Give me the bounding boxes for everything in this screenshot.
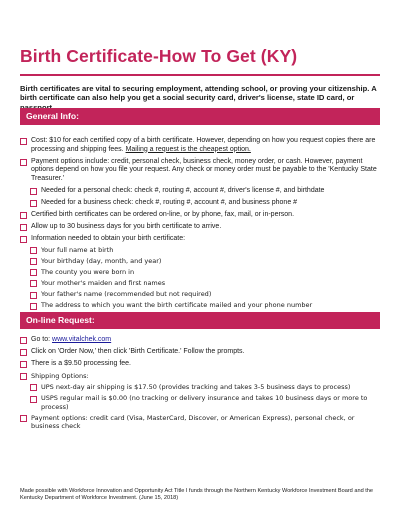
- general-info-list: [20, 137, 380, 312]
- list-item: Your mother's maiden and first names: [20, 279, 380, 288]
- checkbox-icon[interactable]: [20, 415, 27, 422]
- checkbox-icon[interactable]: [30, 200, 37, 207]
- list-item-fee: [20, 360, 380, 369]
- list-item: The county you were born in: [20, 268, 380, 277]
- checkbox-icon[interactable]: [30, 188, 37, 195]
- list-item: Your birthday (day, month, and year): [20, 257, 380, 266]
- checkbox-icon[interactable]: [20, 159, 27, 166]
- checkbox-icon[interactable]: [30, 303, 37, 310]
- list-item-shipping: [20, 372, 380, 381]
- checkbox-icon[interactable]: [20, 361, 27, 368]
- checkbox-icon[interactable]: [20, 373, 27, 380]
- checkbox-icon[interactable]: [30, 384, 37, 391]
- list-item-click: [20, 348, 380, 357]
- footer-note: Made possible with Workforce Innovation and Opportunity Act Title I funds through the Northern Kentucky Workforce Investment Board and the Kentucky Department of Workforce Investment. (June 15, 2018): [20, 488, 374, 502]
- checkbox-icon[interactable]: [30, 247, 37, 254]
- cost-text: Cost: $10 for each certified copy of a birth certificate. However, depending on how you request copies there are processing and shipping fees.: [31, 137, 376, 153]
- checkbox-icon[interactable]: [30, 292, 37, 299]
- page-title: Birth Certificate-How To Get (KY): [20, 46, 298, 66]
- list-item-online-payment: [20, 414, 380, 431]
- payment-text: Payment options include: credit, personal check, business check, money order, or cash. However, payment options depend on how you file your request. Any check or money order must be payable to the 'Kentucky State Treasurer.': [31, 157, 377, 182]
- cost-note: Mailing a request is the cheapest option.: [125, 145, 251, 153]
- fee-text: There is a $9.50 processing fee.: [31, 359, 132, 367]
- goto-label: Go to:: [31, 336, 53, 343]
- checkbox-icon[interactable]: [20, 224, 27, 231]
- list-item-order-methods: [20, 211, 380, 220]
- checkbox-icon[interactable]: [30, 258, 37, 265]
- title-divider: [20, 74, 380, 76]
- click-text: Click on 'Order Now,' then click 'Birth Certificate.' Follow the prompts.: [31, 347, 245, 355]
- list-item-arrival: [20, 223, 380, 232]
- list-item-business-check: [20, 199, 380, 208]
- list-item-ups: [20, 383, 380, 392]
- list-item-cost: [20, 137, 380, 154]
- ups-text: UPS next-day air shipping is $17.50 (provides tracking and takes 3-5 business days to process): [41, 383, 351, 392]
- business-check-text: Needed for a business check: check #, routing #, account #, and business phone #: [41, 198, 298, 206]
- list-item-personal-check: [20, 187, 380, 196]
- online-payment-text: Payment options: credit card (Visa, MasterCard, Discover, or American Express), personal check, or business check: [31, 413, 355, 431]
- personal-check-text: Needed for a personal check: check #, routing #, account #, driver's license #, and birthdate: [41, 186, 325, 194]
- usps-text: USPS regular mail is $0.00 (no tracking or delivery insurance and takes 10 business days or more to process): [41, 394, 368, 411]
- checkbox-icon[interactable]: [20, 337, 27, 344]
- list-item-usps: [20, 394, 380, 411]
- online-request-list: [20, 336, 380, 434]
- section-heading-general: General Info:: [20, 108, 380, 125]
- list-item: Your father's name (recommended but not required): [20, 290, 380, 299]
- checkbox-icon[interactable]: [20, 349, 27, 356]
- checkbox-icon[interactable]: [30, 396, 37, 403]
- list-item-payment: [20, 158, 380, 184]
- intro-paragraph: Birth certificates are vital to securing employment, attending school, or proving your citizenship. A birth certificate can also help you get a social security card, driver's license, state ID card, or: [20, 84, 377, 103]
- arrival-text: Allow up to 30 business days for you birth certificate to arrive.: [31, 222, 222, 230]
- checkbox-icon[interactable]: [20, 212, 27, 219]
- info-needed-text: Information needed to obtain your birth certificate:: [31, 234, 186, 242]
- section-heading-online: On-line Request:: [20, 312, 380, 329]
- checkbox-icon[interactable]: [20, 236, 27, 243]
- list-item-info-needed: [20, 235, 380, 244]
- order-methods-text: Certified birth certificates can be ordered on-line, or by phone, fax, mail, or in-person.: [31, 210, 295, 218]
- checkbox-icon[interactable]: [30, 269, 37, 276]
- list-item: Your full name at birth: [20, 246, 380, 255]
- shipping-text: Shipping Options:: [31, 371, 89, 380]
- checkbox-icon[interactable]: [20, 138, 27, 145]
- vitalchek-link[interactable]: www.vitalchek.com: [52, 336, 112, 343]
- checkbox-icon[interactable]: [30, 280, 37, 287]
- list-item-goto: [20, 336, 380, 345]
- list-item: The address to which you want the birth certificate mailed and your phone number: [20, 301, 380, 310]
